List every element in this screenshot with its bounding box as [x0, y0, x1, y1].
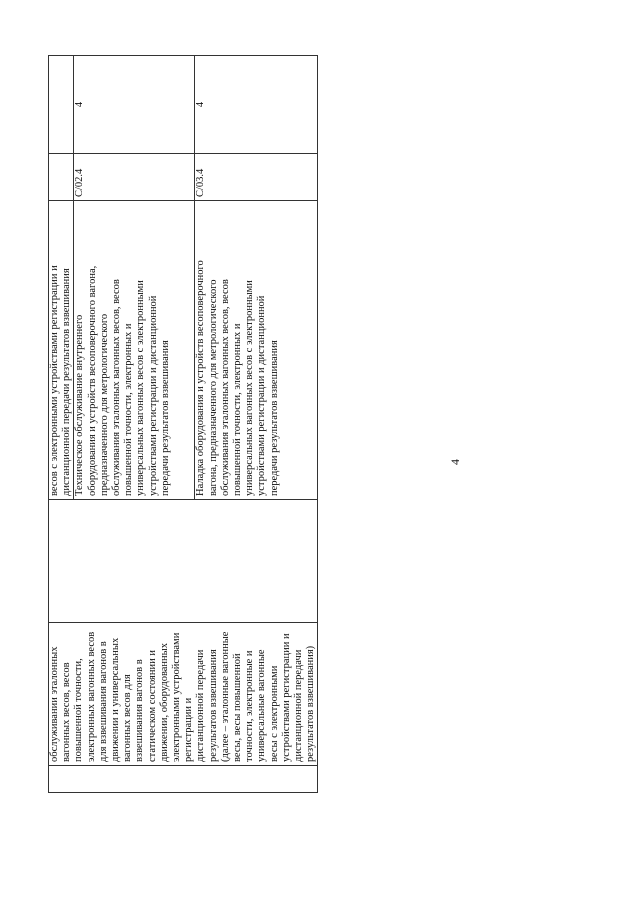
- text-line: передачи результатов взвешивания: [268, 340, 280, 496]
- text-line: статическом состоянии и: [146, 650, 158, 762]
- table-cell-labor-function: [49, 201, 74, 500]
- text-line: весы, весы повышенной: [232, 653, 244, 762]
- table-cell-code: C/02.4: [74, 154, 195, 201]
- text-line: дистанционной передачи: [195, 649, 207, 762]
- labor-function-text: [74, 204, 172, 496]
- text-line: взвешивания вагонов в: [134, 659, 146, 762]
- text-line: вагонных весов, весов: [61, 662, 73, 762]
- page-number: 4: [448, 459, 462, 465]
- text-line: (далее – эталонные вагонные: [219, 631, 231, 762]
- table-cell-level: [49, 56, 74, 154]
- text-line: Наладка оборудования и устройств весоповерочного: [195, 260, 207, 496]
- text-line: устройствами регистрации и дистанционной: [147, 295, 159, 496]
- text-line: универсальных вагонных весов с электронными: [244, 280, 256, 496]
- text-line: дистанционной передачи: [293, 649, 305, 762]
- text-line: движении, оборудованных: [158, 643, 170, 762]
- text-line: Техническое обслуживание внутреннего: [74, 314, 86, 496]
- table-cell-code: C/03.4: [195, 154, 318, 201]
- labor-function-text: [195, 204, 280, 496]
- text-line: дистанционной передачи результатов взвешивания: [61, 268, 73, 496]
- labor-function-text: [49, 204, 73, 496]
- text-line: весов с электронными устройствами регистрации и: [49, 265, 60, 496]
- text-line: обслуживании эталонных: [49, 646, 60, 762]
- text-line: вагонных весов для: [122, 674, 134, 762]
- text-line: оборудования и устройств весоповерочного вагона,: [86, 265, 98, 496]
- text-line: повышенной точности, электронных и: [232, 323, 244, 496]
- text-line: обслуживания эталонных вагонных весов, весов: [111, 279, 123, 496]
- table-cell-code: [49, 154, 74, 201]
- table-cell-level: 4: [195, 56, 318, 154]
- functions-table: [48, 55, 318, 793]
- table-cell-function-name: [49, 623, 318, 766]
- function-name-text: [49, 626, 317, 762]
- text-line: движении и универсальных: [110, 637, 122, 762]
- text-line: передачи результатов взвешивания: [159, 340, 171, 496]
- table-row: [49, 56, 74, 793]
- text-line: устройствами регистрации и дистанционной: [256, 295, 268, 496]
- text-line: повышенной точности,: [73, 658, 85, 762]
- table-cell-qualification: [49, 500, 318, 623]
- text-line: для взвешивания вагонов в: [97, 641, 109, 762]
- text-line: весы с электронными: [268, 665, 280, 762]
- table-cell-level: 4: [74, 56, 195, 154]
- text-line: универсальных вагонных весов с электронными: [135, 280, 147, 496]
- text-line: универсальные вагонные: [256, 649, 268, 762]
- text-line: повышенной точности, электронных и: [123, 323, 135, 496]
- text-line: регистрации и: [183, 697, 195, 762]
- text-line: результатов взвешивания): [305, 645, 317, 762]
- text-line: точности, электронные и: [244, 650, 256, 762]
- table-cell-number: [49, 766, 318, 793]
- text-line: электронными устройствами: [171, 632, 183, 762]
- text-line: предназначенного для метрологического: [98, 313, 110, 496]
- text-line: обслуживания эталонных вагонных весов, весов: [219, 279, 231, 496]
- table-cell-labor-function: [195, 201, 318, 500]
- text-line: результатов взвешивания: [207, 649, 219, 762]
- text-line: электронных вагонных весов: [85, 631, 97, 762]
- text-line: вагона, предназначенного для метрологического: [207, 279, 219, 496]
- text-line: устройствами регистрации и: [280, 633, 292, 762]
- table-cell-labor-function: [74, 201, 195, 500]
